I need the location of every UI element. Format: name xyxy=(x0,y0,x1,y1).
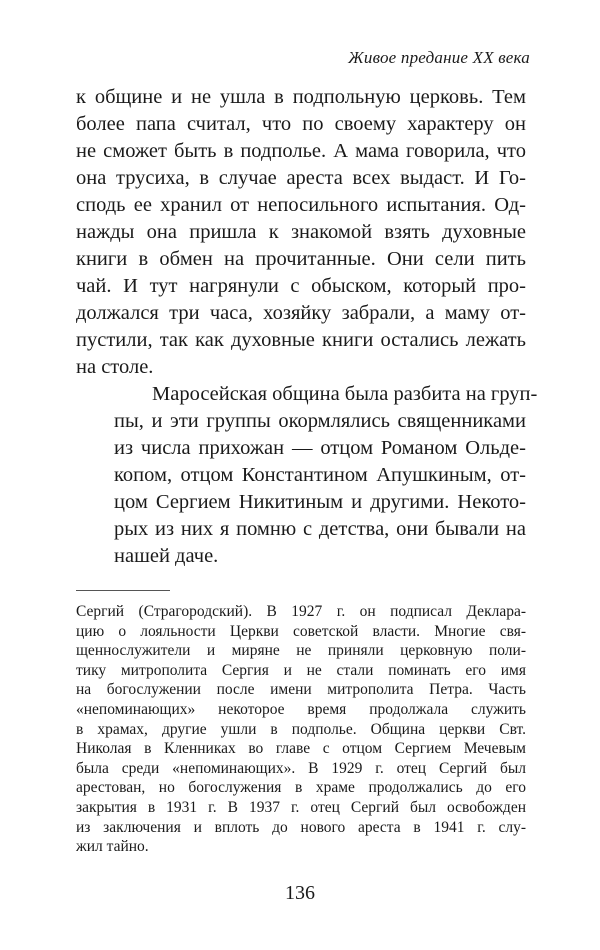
text-line: на столе. xyxy=(76,356,154,378)
text-line: к общине и не ушла в подпольную церковь. Тем xyxy=(76,86,526,108)
footnote-divider xyxy=(76,590,170,591)
text-line: пы, и эти группы окормлялись священниками xyxy=(114,410,526,432)
footnote-line: «непоминающих» некоторое время продолжала служить xyxy=(76,700,526,718)
footnote-line: арестован, но богослужения в храме продолжались до его xyxy=(76,779,526,797)
text-line: книги в обмен на прочитанные. Они сели пить xyxy=(76,248,526,270)
text-line: цом Сергием Никитиным и другими. Некото- xyxy=(114,491,526,513)
footnote-line: жил тайно. xyxy=(76,838,149,856)
text-line: нашей даче. xyxy=(114,545,219,567)
paragraph xyxy=(76,381,538,570)
running-head: Живое предание XX века xyxy=(348,48,530,67)
page-number: 136 xyxy=(285,882,315,904)
footnote-line: закрытия в 1931 г. В 1937 г. отец Сергий был освобожден xyxy=(76,798,526,816)
text-line: сподь ее хранил от непосильного испытания. Од- xyxy=(76,194,526,216)
text-line: более папа считал, что по своему характеру он xyxy=(76,113,526,135)
footnote-line: была среди «непоминающих». В 1929 г. отец Сергий был xyxy=(76,759,526,777)
text-line: Маросейская община была разбита на груп- xyxy=(152,383,538,405)
paragraph xyxy=(76,84,526,381)
footnote-line: Николая в Кленниках во главе с отцом Сергием Мечевым xyxy=(76,740,526,758)
footnote xyxy=(76,602,526,857)
text-line: чай. И тут нагрянули с обыском, который про- xyxy=(76,275,526,297)
footnote-line: в храмах, другие ушли в подполье. Община церкви Свт. xyxy=(76,720,526,738)
text-line: нажды она пришла к знакомой взять духовные xyxy=(76,221,526,243)
text-line: копом, отцом Константином Апушкиным, от- xyxy=(114,464,526,486)
footnote-line: тику митрополита Сергия и не стали поминать его имя xyxy=(76,661,526,679)
text-line: она трусиха, в случае ареста всех выдаст. И Го- xyxy=(76,167,526,189)
footnote-line: щеннослужители и миряне не приняли церковную поли- xyxy=(76,642,526,660)
footnote-line: Сергий (Страгородский). В 1927 г. он подписал Деклара- xyxy=(76,603,526,620)
text-line: должался три часа, хозяйку забрали, а маму от- xyxy=(76,302,526,324)
footnote-line: из заключения и вплоть до нового ареста в 1941 г. слу- xyxy=(76,818,526,836)
main-text xyxy=(76,84,538,570)
text-line: рых из них я помню с детства, они бывали на xyxy=(114,518,526,540)
text-line: пустили, так как духовные книги остались лежать xyxy=(76,329,526,351)
footnote-line: цию о лояльности Церкви советской власти. Многие свя- xyxy=(76,622,526,640)
footnote-line: на богослужении после имени митрополита Петра. Часть xyxy=(76,681,526,699)
text-line: из числа прихожан — отцом Романом Ольде- xyxy=(114,437,526,459)
text-line: не сможет быть в подполье. А мама говорила, что xyxy=(76,140,526,162)
